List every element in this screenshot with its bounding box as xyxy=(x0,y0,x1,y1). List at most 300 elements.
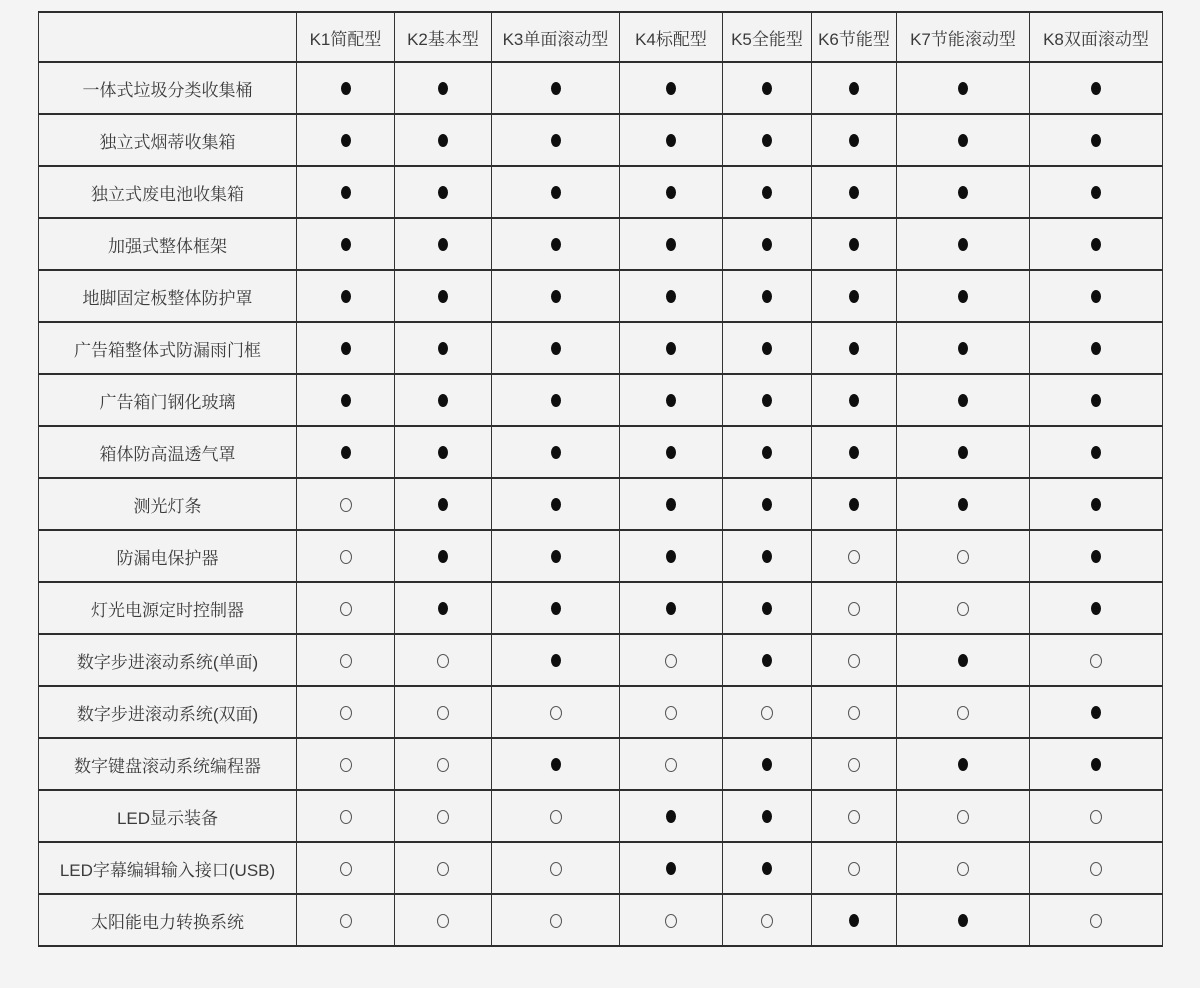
filled-dot-icon xyxy=(1091,498,1101,511)
mark-cell xyxy=(620,62,723,114)
hollow-dot-icon xyxy=(957,810,969,824)
table-row xyxy=(39,738,1163,790)
mark-cell xyxy=(395,114,492,166)
filled-dot-icon xyxy=(341,82,351,95)
hollow-dot-icon xyxy=(340,706,352,720)
hollow-dot-icon xyxy=(848,550,860,564)
filled-dot-icon xyxy=(438,394,448,407)
filled-dot-icon xyxy=(341,134,351,147)
mark-cell xyxy=(1030,478,1163,530)
hollow-dot-icon xyxy=(340,914,352,928)
feature-label: 箱体防高温透气罩 xyxy=(39,426,297,478)
mark-cell xyxy=(297,478,395,530)
mark-cell xyxy=(297,62,395,114)
mark-cell xyxy=(1030,426,1163,478)
mark-cell xyxy=(492,634,620,686)
filled-dot-icon xyxy=(762,82,772,95)
filled-dot-icon xyxy=(1091,550,1101,563)
mark-cell xyxy=(492,790,620,842)
mark-cell xyxy=(395,634,492,686)
feature-label: 数字键盘滚动系统编程器 xyxy=(39,738,297,790)
filled-dot-icon xyxy=(438,550,448,563)
filled-dot-icon xyxy=(666,238,676,251)
mark-cell xyxy=(492,426,620,478)
mark-cell xyxy=(1030,894,1163,946)
mark-cell xyxy=(1030,790,1163,842)
mark-cell xyxy=(897,322,1030,374)
filled-dot-icon xyxy=(762,446,772,459)
mark-cell xyxy=(492,530,620,582)
mark-cell xyxy=(297,218,395,270)
mark-cell xyxy=(812,894,897,946)
mark-cell xyxy=(723,322,812,374)
filled-dot-icon xyxy=(1091,394,1101,407)
filled-dot-icon xyxy=(849,446,859,459)
filled-dot-icon xyxy=(1091,238,1101,251)
table-body xyxy=(39,62,1163,946)
mark-cell xyxy=(1030,374,1163,426)
hollow-dot-icon xyxy=(437,914,449,928)
column-header: K1简配型 xyxy=(297,12,395,62)
mark-cell xyxy=(1030,530,1163,582)
mark-cell xyxy=(812,582,897,634)
table-row xyxy=(39,114,1163,166)
mark-cell xyxy=(1030,634,1163,686)
model-comparison-table xyxy=(38,11,1163,947)
filled-dot-icon xyxy=(666,550,676,563)
filled-dot-icon xyxy=(1091,290,1101,303)
filled-dot-icon xyxy=(762,290,772,303)
mark-cell xyxy=(897,218,1030,270)
filled-dot-icon xyxy=(438,498,448,511)
mark-cell xyxy=(620,634,723,686)
hollow-dot-icon xyxy=(848,654,860,668)
mark-cell xyxy=(395,478,492,530)
mark-cell xyxy=(620,790,723,842)
filled-dot-icon xyxy=(438,238,448,251)
hollow-dot-icon xyxy=(761,706,773,720)
mark-cell xyxy=(395,738,492,790)
mark-cell xyxy=(297,426,395,478)
filled-dot-icon xyxy=(551,758,561,771)
filled-dot-icon xyxy=(438,290,448,303)
mark-cell xyxy=(723,686,812,738)
hollow-dot-icon xyxy=(957,550,969,564)
filled-dot-icon xyxy=(666,446,676,459)
table-row xyxy=(39,166,1163,218)
mark-cell xyxy=(1030,62,1163,114)
feature-label: 广告箱整体式防漏雨门框 xyxy=(39,322,297,374)
mark-cell xyxy=(897,114,1030,166)
filled-dot-icon xyxy=(1091,82,1101,95)
hollow-dot-icon xyxy=(340,550,352,564)
table-row xyxy=(39,842,1163,894)
mark-cell xyxy=(723,894,812,946)
table-row xyxy=(39,478,1163,530)
feature-label: 独立式废电池收集箱 xyxy=(39,166,297,218)
mark-cell xyxy=(897,166,1030,218)
filled-dot-icon xyxy=(666,134,676,147)
hollow-dot-icon xyxy=(848,862,860,876)
hollow-dot-icon xyxy=(1090,810,1102,824)
filled-dot-icon xyxy=(762,758,772,771)
corner-header-cell xyxy=(39,12,297,62)
hollow-dot-icon xyxy=(957,706,969,720)
filled-dot-icon xyxy=(666,342,676,355)
filled-dot-icon xyxy=(762,238,772,251)
column-header: K6节能型 xyxy=(812,12,897,62)
hollow-dot-icon xyxy=(340,862,352,876)
mark-cell xyxy=(1030,582,1163,634)
hollow-dot-icon xyxy=(848,758,860,772)
mark-cell xyxy=(723,530,812,582)
column-header: K2基本型 xyxy=(395,12,492,62)
filled-dot-icon xyxy=(849,186,859,199)
filled-dot-icon xyxy=(958,394,968,407)
hollow-dot-icon xyxy=(550,810,562,824)
table-row xyxy=(39,270,1163,322)
filled-dot-icon xyxy=(341,290,351,303)
mark-cell xyxy=(812,322,897,374)
filled-dot-icon xyxy=(551,82,561,95)
filled-dot-icon xyxy=(551,446,561,459)
hollow-dot-icon xyxy=(848,810,860,824)
feature-label: 灯光电源定时控制器 xyxy=(39,582,297,634)
mark-cell xyxy=(297,270,395,322)
mark-cell xyxy=(897,426,1030,478)
mark-cell xyxy=(723,218,812,270)
mark-cell xyxy=(812,478,897,530)
mark-cell xyxy=(897,270,1030,322)
mark-cell xyxy=(723,478,812,530)
feature-label: LED显示装备 xyxy=(39,790,297,842)
mark-cell xyxy=(723,790,812,842)
filled-dot-icon xyxy=(1091,706,1101,719)
filled-dot-icon xyxy=(762,186,772,199)
mark-cell xyxy=(1030,114,1163,166)
table-row xyxy=(39,894,1163,946)
filled-dot-icon xyxy=(438,602,448,615)
mark-cell xyxy=(297,686,395,738)
filled-dot-icon xyxy=(666,862,676,875)
mark-cell xyxy=(297,582,395,634)
hollow-dot-icon xyxy=(1090,654,1102,668)
mark-cell xyxy=(812,530,897,582)
table-row xyxy=(39,634,1163,686)
mark-cell xyxy=(1030,842,1163,894)
hollow-dot-icon xyxy=(665,706,677,720)
mark-cell xyxy=(297,530,395,582)
table-row xyxy=(39,374,1163,426)
hollow-dot-icon xyxy=(665,758,677,772)
mark-cell xyxy=(395,218,492,270)
hollow-dot-icon xyxy=(340,602,352,616)
filled-dot-icon xyxy=(849,394,859,407)
column-header: K4标配型 xyxy=(620,12,723,62)
mark-cell xyxy=(1030,218,1163,270)
hollow-dot-icon xyxy=(848,602,860,616)
filled-dot-icon xyxy=(438,82,448,95)
mark-cell xyxy=(492,114,620,166)
hollow-dot-icon xyxy=(761,914,773,928)
filled-dot-icon xyxy=(551,186,561,199)
hollow-dot-icon xyxy=(437,706,449,720)
mark-cell xyxy=(620,374,723,426)
hollow-dot-icon xyxy=(340,498,352,512)
mark-cell xyxy=(620,426,723,478)
mark-cell xyxy=(395,790,492,842)
hollow-dot-icon xyxy=(550,862,562,876)
mark-cell xyxy=(897,62,1030,114)
mark-cell xyxy=(620,114,723,166)
mark-cell xyxy=(395,582,492,634)
column-header: K8双面滚动型 xyxy=(1030,12,1163,62)
hollow-dot-icon xyxy=(957,862,969,876)
filled-dot-icon xyxy=(341,394,351,407)
mark-cell xyxy=(620,218,723,270)
filled-dot-icon xyxy=(1091,602,1101,615)
mark-cell xyxy=(723,426,812,478)
filled-dot-icon xyxy=(666,602,676,615)
filled-dot-icon xyxy=(762,654,772,667)
mark-cell xyxy=(812,166,897,218)
mark-cell xyxy=(812,374,897,426)
mark-cell xyxy=(897,738,1030,790)
mark-cell xyxy=(395,166,492,218)
feature-label: 数字步进滚动系统(单面) xyxy=(39,634,297,686)
mark-cell xyxy=(897,686,1030,738)
feature-label: LED字幕编辑输入接口(USB) xyxy=(39,842,297,894)
mark-cell xyxy=(812,114,897,166)
filled-dot-icon xyxy=(666,394,676,407)
filled-dot-icon xyxy=(849,82,859,95)
table-row xyxy=(39,426,1163,478)
mark-cell xyxy=(812,218,897,270)
mark-cell xyxy=(723,634,812,686)
filled-dot-icon xyxy=(666,290,676,303)
filled-dot-icon xyxy=(958,290,968,303)
feature-label: 地脚固定板整体防护罩 xyxy=(39,270,297,322)
mark-cell xyxy=(297,322,395,374)
mark-cell xyxy=(897,478,1030,530)
mark-cell xyxy=(492,62,620,114)
filled-dot-icon xyxy=(762,498,772,511)
hollow-dot-icon xyxy=(550,706,562,720)
filled-dot-icon xyxy=(551,290,561,303)
mark-cell xyxy=(812,426,897,478)
filled-dot-icon xyxy=(341,446,351,459)
column-header: K5全能型 xyxy=(723,12,812,62)
filled-dot-icon xyxy=(1091,446,1101,459)
filled-dot-icon xyxy=(762,602,772,615)
hollow-dot-icon xyxy=(340,758,352,772)
filled-dot-icon xyxy=(551,394,561,407)
filled-dot-icon xyxy=(438,186,448,199)
table-row xyxy=(39,686,1163,738)
mark-cell xyxy=(492,322,620,374)
mark-cell xyxy=(723,582,812,634)
mark-cell xyxy=(297,738,395,790)
filled-dot-icon xyxy=(551,550,561,563)
filled-dot-icon xyxy=(762,550,772,563)
filled-dot-icon xyxy=(958,914,968,927)
mark-cell xyxy=(395,530,492,582)
hollow-dot-icon xyxy=(437,654,449,668)
mark-cell xyxy=(812,842,897,894)
mark-cell xyxy=(492,842,620,894)
filled-dot-icon xyxy=(958,498,968,511)
mark-cell xyxy=(297,114,395,166)
mark-cell xyxy=(620,686,723,738)
filled-dot-icon xyxy=(341,342,351,355)
feature-label: 太阳能电力转换系统 xyxy=(39,894,297,946)
mark-cell xyxy=(812,738,897,790)
feature-label: 广告箱门钢化玻璃 xyxy=(39,374,297,426)
mark-cell xyxy=(620,270,723,322)
filled-dot-icon xyxy=(958,186,968,199)
mark-cell xyxy=(897,842,1030,894)
hollow-dot-icon xyxy=(340,654,352,668)
filled-dot-icon xyxy=(666,82,676,95)
mark-cell xyxy=(395,322,492,374)
filled-dot-icon xyxy=(762,862,772,875)
mark-cell xyxy=(897,790,1030,842)
mark-cell xyxy=(297,374,395,426)
mark-cell xyxy=(395,374,492,426)
hollow-dot-icon xyxy=(957,602,969,616)
filled-dot-icon xyxy=(341,186,351,199)
mark-cell xyxy=(297,166,395,218)
filled-dot-icon xyxy=(1091,342,1101,355)
hollow-dot-icon xyxy=(1090,862,1102,876)
filled-dot-icon xyxy=(762,810,772,823)
mark-cell xyxy=(395,842,492,894)
mark-cell xyxy=(812,686,897,738)
mark-cell xyxy=(723,114,812,166)
column-header: K3单面滚动型 xyxy=(492,12,620,62)
hollow-dot-icon xyxy=(665,654,677,668)
table-row xyxy=(39,582,1163,634)
filled-dot-icon xyxy=(666,186,676,199)
table-row xyxy=(39,530,1163,582)
filled-dot-icon xyxy=(762,342,772,355)
hollow-dot-icon xyxy=(665,914,677,928)
hollow-dot-icon xyxy=(437,758,449,772)
mark-cell xyxy=(297,790,395,842)
filled-dot-icon xyxy=(849,290,859,303)
mark-cell xyxy=(723,374,812,426)
hollow-dot-icon xyxy=(437,862,449,876)
filled-dot-icon xyxy=(551,342,561,355)
filled-dot-icon xyxy=(849,498,859,511)
mark-cell xyxy=(620,166,723,218)
mark-cell xyxy=(897,634,1030,686)
mark-cell xyxy=(897,894,1030,946)
mark-cell xyxy=(620,842,723,894)
mark-cell xyxy=(812,790,897,842)
mark-cell xyxy=(395,686,492,738)
filled-dot-icon xyxy=(958,446,968,459)
mark-cell xyxy=(723,738,812,790)
filled-dot-icon xyxy=(849,342,859,355)
mark-cell xyxy=(620,478,723,530)
mark-cell xyxy=(1030,166,1163,218)
mark-cell xyxy=(620,530,723,582)
mark-cell xyxy=(620,582,723,634)
feature-label: 一体式垃圾分类收集桶 xyxy=(39,62,297,114)
feature-label: 加强式整体框架 xyxy=(39,218,297,270)
mark-cell xyxy=(620,322,723,374)
mark-cell xyxy=(395,894,492,946)
filled-dot-icon xyxy=(438,134,448,147)
mark-cell xyxy=(723,62,812,114)
filled-dot-icon xyxy=(762,394,772,407)
filled-dot-icon xyxy=(1091,186,1101,199)
filled-dot-icon xyxy=(762,134,772,147)
feature-label: 数字步进滚动系统(双面) xyxy=(39,686,297,738)
filled-dot-icon xyxy=(666,498,676,511)
hollow-dot-icon xyxy=(848,706,860,720)
hollow-dot-icon xyxy=(437,810,449,824)
mark-cell xyxy=(395,62,492,114)
mark-cell xyxy=(395,426,492,478)
mark-cell xyxy=(492,478,620,530)
hollow-dot-icon xyxy=(550,914,562,928)
mark-cell xyxy=(297,894,395,946)
filled-dot-icon xyxy=(849,914,859,927)
mark-cell xyxy=(1030,738,1163,790)
mark-cell xyxy=(897,374,1030,426)
table-row xyxy=(39,62,1163,114)
filled-dot-icon xyxy=(438,342,448,355)
filled-dot-icon xyxy=(958,134,968,147)
mark-cell xyxy=(1030,686,1163,738)
mark-cell xyxy=(812,270,897,322)
mark-cell xyxy=(492,374,620,426)
filled-dot-icon xyxy=(958,238,968,251)
filled-dot-icon xyxy=(849,134,859,147)
filled-dot-icon xyxy=(958,82,968,95)
mark-cell xyxy=(492,894,620,946)
mark-cell xyxy=(723,270,812,322)
header-row xyxy=(39,12,1163,62)
filled-dot-icon xyxy=(551,134,561,147)
mark-cell xyxy=(395,270,492,322)
filled-dot-icon xyxy=(551,654,561,667)
mark-cell xyxy=(492,166,620,218)
mark-cell xyxy=(492,218,620,270)
filled-dot-icon xyxy=(551,602,561,615)
filled-dot-icon xyxy=(1091,134,1101,147)
filled-dot-icon xyxy=(849,238,859,251)
filled-dot-icon xyxy=(341,238,351,251)
mark-cell xyxy=(812,634,897,686)
mark-cell xyxy=(297,842,395,894)
table-row xyxy=(39,322,1163,374)
mark-cell xyxy=(492,686,620,738)
feature-label: 防漏电保护器 xyxy=(39,530,297,582)
mark-cell xyxy=(492,270,620,322)
mark-cell xyxy=(812,62,897,114)
table-row xyxy=(39,790,1163,842)
filled-dot-icon xyxy=(958,342,968,355)
filled-dot-icon xyxy=(666,810,676,823)
filled-dot-icon xyxy=(958,654,968,667)
mark-cell xyxy=(1030,322,1163,374)
mark-cell xyxy=(723,842,812,894)
table-row xyxy=(39,218,1163,270)
mark-cell xyxy=(897,530,1030,582)
